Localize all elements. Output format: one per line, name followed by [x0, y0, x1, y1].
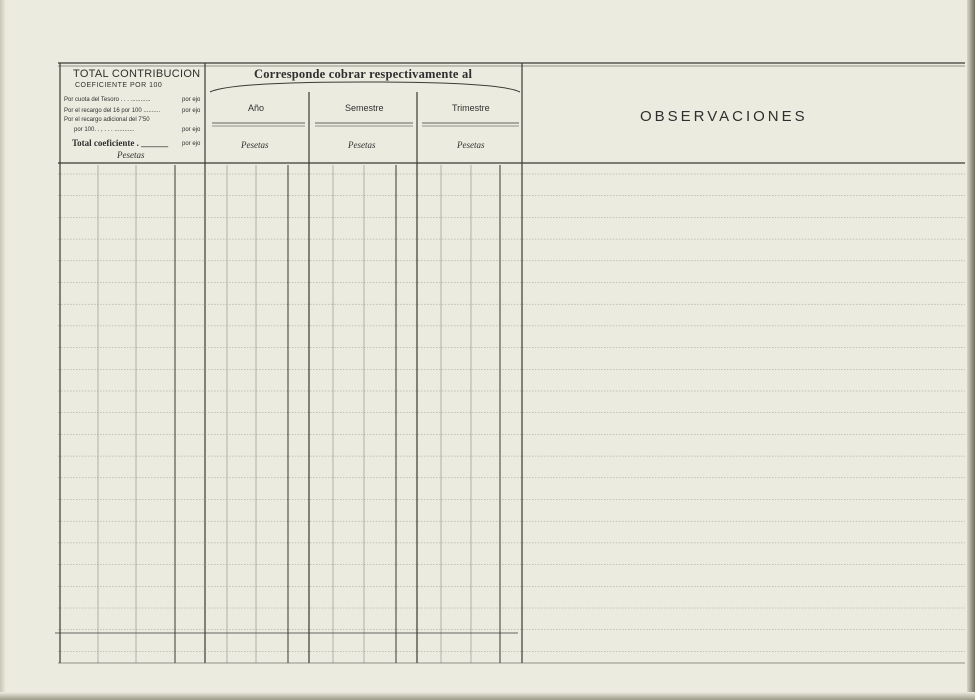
line-recargo-adicional: Por el recargo adicional del 7'50	[64, 117, 150, 123]
header-total-contribucion: TOTAL CONTRIBUCION	[73, 68, 201, 80]
col-trimestre: Trimestre	[452, 103, 490, 113]
line-recargo-16: Por el recargo del 16 por 100 ..........	[64, 108, 161, 114]
col-ano: Año	[248, 103, 265, 113]
header-observaciones: OBSERVACIONES	[640, 108, 808, 125]
line-cuota-tesoro-unit: por ejo	[182, 97, 201, 103]
col-semestre: Semestre	[345, 103, 384, 113]
total-coeficiente-unit: por ejo	[182, 141, 201, 147]
trimestre-pesetas: Pesetas	[457, 140, 485, 150]
line-cuota-tesoro: Por cuota del Tesoro . . . ............	[64, 97, 151, 103]
line-recargo-adicional-cont: por 100. . , . . . ............	[74, 127, 135, 133]
total-coeficiente: Total coeficiente . ______	[72, 138, 169, 148]
ruled-rows	[58, 174, 965, 651]
header-corresponde: Corresponde cobrar respectivamente al	[254, 67, 473, 81]
ano-pesetas: Pesetas	[241, 140, 269, 150]
line-recargo-adicional-unit: por ejo	[182, 127, 201, 133]
left-pesetas: Pesetas	[117, 150, 145, 160]
header-coeficiente: COEFICIENTE POR 100	[75, 82, 163, 89]
line-recargo-16-unit: por ejo	[182, 108, 201, 114]
header-bracket	[210, 82, 520, 92]
column-subdivisions	[98, 165, 500, 663]
semestre-pesetas: Pesetas	[348, 140, 376, 150]
